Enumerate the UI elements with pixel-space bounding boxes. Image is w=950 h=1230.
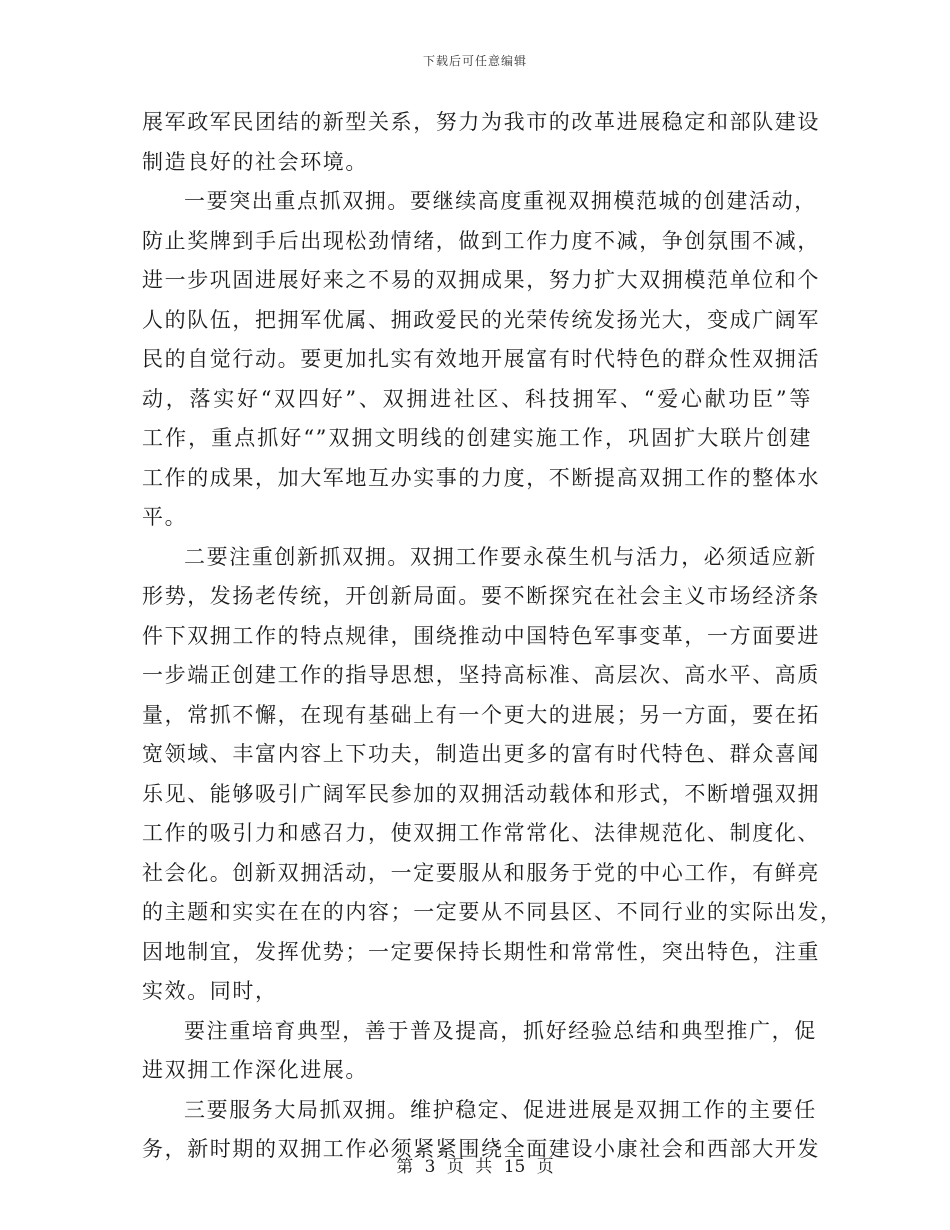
text-line: 实效。同时， xyxy=(142,979,278,1003)
text-line: 进一步巩固进展好来之不易的双拥成果，努力扩大双拥模范单位和个 xyxy=(142,268,820,292)
text-line: 要注重培育典型，善于普及提高，抓好经验总结和典型推广，促 xyxy=(184,1018,817,1043)
text-line: 动，落实好“双四好”、双拥进社区、科技拥军、“爱心献功臣”等 xyxy=(142,386,812,411)
text-line: 民的自觉行动。要更加扎实有效地开展富有时代特色的群众性双拥活 xyxy=(142,347,820,371)
text-line: 因地制宜，发挥优势；一定要保持长期性和常常性，突出特色，注重 xyxy=(142,939,820,964)
document-body xyxy=(142,103,843,1170)
text-line: 宽领域、丰富内容上下功夫，制造出更多的富有时代特色、群众喜闻 xyxy=(142,742,820,766)
text-line: 量，常抓不懈，在现有基础上有一个更大的进展；另一方面，要在拓 xyxy=(142,702,820,727)
text-line: 进双拥工作深化进展。 xyxy=(142,1058,368,1082)
text-line: 形势，发扬老传统，开创新局面。要不断探究在社会主义市场经济条 xyxy=(142,584,820,608)
text-line: 工作，重点抓好“”双拥文明线的创建实施工作，巩固扩大联片创建 xyxy=(142,426,812,450)
text-line: 三要服务大局抓双拥。维护稳定、促进进展是双拥工作的主要任 xyxy=(184,1097,817,1122)
text-line: 务，新时期的双拥工作必须紧紧围绕全面建设小康社会和西部大开发 xyxy=(142,1137,820,1161)
text-line: 社会化。创新双拥活动，一定要服从和服务于党的中心工作，有鲜亮 xyxy=(142,860,820,885)
text-line: 平。 xyxy=(142,505,188,529)
text-line: 件下双拥工作的特点规律，围绕推动中国特色军事变革，一方面要进 xyxy=(142,623,820,648)
text-line: 工作的成果，加大军地互办实事的力度，不断提高双拥工作的整体水 xyxy=(142,465,820,490)
page-number-footer: 第 3 页 共 15 页 xyxy=(396,1157,554,1177)
text-line: 工作的吸引力和感召力，使双拥工作常常化、法律规范化、制度化、 xyxy=(142,821,820,845)
text-line: 人的队伍，把拥军优属、拥政爱民的光荣传统发扬光大，变成广阔军 xyxy=(142,307,820,332)
page-header: 下载后可任意编辑 xyxy=(422,54,527,68)
text-line: 一要突出重点抓双拥。要继续高度重视双拥模范城的创建活动， xyxy=(184,189,817,213)
text-line: 展军政军民团结的新型关系，努力为我市的改革进展稳定和部队建设 xyxy=(142,110,820,134)
text-line: 的主题和实实在在的内容；一定要从不同县区、不同行业的实际出发， xyxy=(142,900,843,924)
text-line: 一步端正创建工作的指导思想，坚持高标准、高层次、高水平、高质 xyxy=(142,663,820,687)
text-line: 制造良好的社会环境。 xyxy=(142,149,368,174)
text-line: 乐见、能够吸引广阔军民参加的双拥活动载体和形式，不断增强双拥 xyxy=(142,781,820,806)
text-line: 二要注重创新抓双拥。双拥工作要永葆生机与活力，必须适应新 xyxy=(184,544,817,569)
text-line: 防止奖牌到手后出现松劲情绪，做到工作力度不减，争创氛围不减， xyxy=(142,228,820,253)
